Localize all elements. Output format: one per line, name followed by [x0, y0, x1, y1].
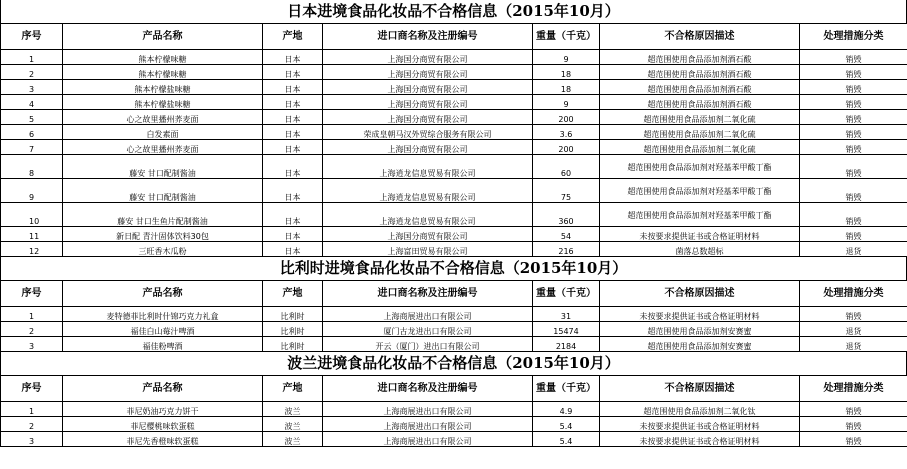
cell-action: 销毁 — [800, 155, 907, 179]
data-table — [0, 280, 907, 352]
cell-weight: 31 — [533, 307, 600, 322]
cell-reason: 超范围使用食品添加剂酒石酸 — [600, 50, 800, 65]
cell-seq: 1 — [1, 307, 63, 322]
cell-origin: 日本 — [263, 242, 323, 257]
header-importer: 进口商名称及注册编号 — [323, 24, 533, 50]
header-origin: 产地 — [263, 24, 323, 50]
header-weight: 重量（千克） — [533, 281, 600, 307]
cell-product-name: 熊本柠檬味糖 — [63, 50, 263, 65]
cell-importer: 上海逍龙信息贸易有限公司 — [323, 155, 533, 179]
cell-product-name: 菲尼先香橙味软蛋糕 — [63, 432, 263, 447]
cell-importer: 荣成皇朝马汉外贸综合服务有限公司 — [323, 125, 533, 140]
table-row — [1, 125, 907, 140]
cell-action: 销毁 — [800, 65, 907, 80]
cell-seq: 2 — [1, 65, 63, 80]
section-title: 波兰进境食品化妆品不合格信息（2015年10月） — [0, 352, 907, 375]
header-weight: 重量（千克） — [533, 24, 600, 50]
cell-reason: 超范围使用食品添加剂二氧化硫 — [600, 110, 800, 125]
cell-origin: 日本 — [263, 125, 323, 140]
cell-seq: 3 — [1, 337, 63, 352]
cell-action: 销毁 — [800, 140, 907, 155]
cell-reason: 超范围使用食品添加剂酒石酸 — [600, 95, 800, 110]
cell-reason: 超范围使用食品添加剂对羟基苯甲酸丁酯 — [600, 155, 800, 179]
cell-origin: 波兰 — [263, 432, 323, 447]
cell-seq: 3 — [1, 80, 63, 95]
cell-seq: 4 — [1, 95, 63, 110]
cell-weight: 60 — [533, 155, 600, 179]
cell-product-name: 福佳粉啤酒 — [63, 337, 263, 352]
cell-seq: 2 — [1, 417, 63, 432]
cell-product-name: 菲尼奶油巧克力饼干 — [63, 402, 263, 417]
cell-reason: 超范围使用食品添加剂二氧化钛 — [600, 402, 800, 417]
cell-action: 退货 — [800, 242, 907, 257]
cell-action: 退货 — [800, 337, 907, 352]
data-table — [0, 23, 907, 257]
cell-weight: 18 — [533, 80, 600, 95]
header-seq: 序号 — [1, 24, 63, 50]
section-title: 日本进境食品化妆品不合格信息（2015年10月） — [0, 0, 907, 23]
cell-weight: 5.4 — [533, 432, 600, 447]
cell-importer: 上海国分商贸有限公司 — [323, 50, 533, 65]
table-row — [1, 65, 907, 80]
cell-action: 销毁 — [800, 203, 907, 227]
cell-product-name: 心之故里播州荞麦面 — [63, 140, 263, 155]
cell-origin: 波兰 — [263, 417, 323, 432]
header-action: 处理措施分类 — [800, 376, 907, 402]
cell-origin: 日本 — [263, 50, 323, 65]
cell-origin: 比利时 — [263, 307, 323, 322]
table-row — [1, 242, 907, 257]
cell-reason: 菌落总数超标 — [600, 242, 800, 257]
cell-action: 销毁 — [800, 50, 907, 65]
cell-product-name: 新日配 青汁固体饮料30包 — [63, 227, 263, 242]
cell-reason: 未按要求提供证书或合格证明材料 — [600, 307, 800, 322]
cell-seq: 10 — [1, 203, 63, 227]
cell-product-name: 藤安 甘口生鱼片配制酱油 — [63, 203, 263, 227]
cell-seq: 11 — [1, 227, 63, 242]
header-reason: 不合格原因描述 — [600, 281, 800, 307]
table-row — [1, 307, 907, 322]
cell-origin: 日本 — [263, 155, 323, 179]
table-row — [1, 417, 907, 432]
header-importer: 进口商名称及注册编号 — [323, 281, 533, 307]
cell-origin: 波兰 — [263, 402, 323, 417]
header-product-name: 产品名称 — [63, 376, 263, 402]
cell-product-name: 藤安 甘口配制酱油 — [63, 155, 263, 179]
cell-product-name: 熊本柠檬盐味糖 — [63, 80, 263, 95]
cell-importer: 上海国分商贸有限公司 — [323, 65, 533, 80]
cell-action: 销毁 — [800, 417, 907, 432]
header-row — [1, 281, 907, 307]
table-row — [1, 179, 907, 203]
table-row — [1, 95, 907, 110]
cell-action: 销毁 — [800, 110, 907, 125]
cell-importer: 厦门古龙进出口有限公司 — [323, 322, 533, 337]
cell-reason: 超范围使用食品添加剂对羟基苯甲酸丁酯 — [600, 179, 800, 203]
cell-weight: 15474 — [533, 322, 600, 337]
cell-weight: 18 — [533, 65, 600, 80]
header-product-name: 产品名称 — [63, 24, 263, 50]
cell-weight: 5.4 — [533, 417, 600, 432]
header-weight: 重量（千克） — [533, 376, 600, 402]
cell-origin: 日本 — [263, 65, 323, 80]
cell-weight: 3.6 — [533, 125, 600, 140]
cell-product-name: 藤安 甘口配制酱油 — [63, 179, 263, 203]
header-seq: 序号 — [1, 281, 63, 307]
cell-importer: 上海商展进出口有限公司 — [323, 432, 533, 447]
cell-action: 销毁 — [800, 432, 907, 447]
cell-reason: 超范围使用食品添加剂安赛蜜 — [600, 322, 800, 337]
table-row — [1, 322, 907, 337]
header-row — [1, 24, 907, 50]
cell-origin: 比利时 — [263, 322, 323, 337]
cell-action: 销毁 — [800, 402, 907, 417]
table-row — [1, 337, 907, 352]
cell-weight: 9 — [533, 50, 600, 65]
table-row — [1, 402, 907, 417]
cell-reason: 超范围使用食品添加剂二氧化硫 — [600, 125, 800, 140]
cell-importer: 开云（厦门）进出口有限公司 — [323, 337, 533, 352]
cell-weight: 200 — [533, 140, 600, 155]
cell-action: 销毁 — [800, 125, 907, 140]
header-product-name: 产品名称 — [63, 281, 263, 307]
header-seq: 序号 — [1, 376, 63, 402]
cell-origin: 日本 — [263, 179, 323, 203]
cell-seq: 9 — [1, 179, 63, 203]
cell-action: 销毁 — [800, 179, 907, 203]
cell-action: 销毁 — [800, 80, 907, 95]
header-action: 处理措施分类 — [800, 24, 907, 50]
cell-seq: 6 — [1, 125, 63, 140]
cell-importer: 上海商展进出口有限公司 — [323, 402, 533, 417]
data-table — [0, 375, 907, 447]
cell-reason: 超范围使用食品添加剂二氧化硫 — [600, 140, 800, 155]
cell-action: 退货 — [800, 322, 907, 337]
table-row — [1, 50, 907, 65]
cell-reason: 超范围使用食品添加剂酒石酸 — [600, 80, 800, 95]
cell-importer: 上海国分商贸有限公司 — [323, 140, 533, 155]
cell-reason: 未按要求提供证书或合格证明材料 — [600, 432, 800, 447]
table-row — [1, 227, 907, 242]
cell-action: 销毁 — [800, 95, 907, 110]
cell-product-name: 心之故里播州荞麦面 — [63, 110, 263, 125]
cell-product-name: 熊本柠檬味糖 — [63, 65, 263, 80]
header-reason: 不合格原因描述 — [600, 376, 800, 402]
header-action: 处理措施分类 — [800, 281, 907, 307]
cell-reason: 未按要求提供证书或合格证明材料 — [600, 227, 800, 242]
cell-action: 销毁 — [800, 307, 907, 322]
cell-seq: 5 — [1, 110, 63, 125]
cell-product-name: 熊本柠檬盐味糖 — [63, 95, 263, 110]
cell-weight: 4.9 — [533, 402, 600, 417]
header-row — [1, 376, 907, 402]
cell-origin: 日本 — [263, 227, 323, 242]
cell-weight: 75 — [533, 179, 600, 203]
header-importer: 进口商名称及注册编号 — [323, 376, 533, 402]
cell-origin: 日本 — [263, 110, 323, 125]
cell-weight: 54 — [533, 227, 600, 242]
cell-reason: 超范围使用食品添加剂安赛蜜 — [600, 337, 800, 352]
cell-seq: 7 — [1, 140, 63, 155]
cell-product-name: 福佳白山莓汁啤酒 — [63, 322, 263, 337]
cell-product-name: 麦特德菲比利时什锦巧克力礼盒 — [63, 307, 263, 322]
cell-reason: 超范围使用食品添加剂对羟基苯甲酸丁酯 — [600, 203, 800, 227]
cell-origin: 日本 — [263, 140, 323, 155]
cell-product-name: 三旺香木瓜粉 — [63, 242, 263, 257]
cell-seq: 1 — [1, 402, 63, 417]
cell-origin: 日本 — [263, 203, 323, 227]
cell-importer: 上海商展进出口有限公司 — [323, 417, 533, 432]
cell-weight: 360 — [533, 203, 600, 227]
cell-weight: 9 — [533, 95, 600, 110]
cell-seq: 2 — [1, 322, 63, 337]
cell-importer: 上海国分商贸有限公司 — [323, 227, 533, 242]
cell-product-name: 白发素面 — [63, 125, 263, 140]
cell-weight: 216 — [533, 242, 600, 257]
cell-seq: 3 — [1, 432, 63, 447]
cell-importer: 上海富田贸易有限公司 — [323, 242, 533, 257]
header-origin: 产地 — [263, 376, 323, 402]
cell-origin: 日本 — [263, 95, 323, 110]
cell-seq: 12 — [1, 242, 63, 257]
cell-importer: 上海逍龙信息贸易有限公司 — [323, 203, 533, 227]
table-row — [1, 203, 907, 227]
cell-importer: 上海逍龙信息贸易有限公司 — [323, 179, 533, 203]
table-row — [1, 110, 907, 125]
cell-action: 销毁 — [800, 227, 907, 242]
table-row — [1, 155, 907, 179]
cell-origin: 日本 — [263, 80, 323, 95]
cell-origin: 比利时 — [263, 337, 323, 352]
cell-product-name: 菲尼樱桃味软蛋糕 — [63, 417, 263, 432]
table-row — [1, 80, 907, 95]
cell-weight: 2184 — [533, 337, 600, 352]
section-title: 比利时进境食品化妆品不合格信息（2015年10月） — [0, 257, 907, 280]
cell-weight: 200 — [533, 110, 600, 125]
table-row — [1, 432, 907, 447]
cell-importer: 上海国分商贸有限公司 — [323, 110, 533, 125]
header-origin: 产地 — [263, 281, 323, 307]
cell-seq: 8 — [1, 155, 63, 179]
table-row — [1, 140, 907, 155]
cell-reason: 未按要求提供证书或合格证明材料 — [600, 417, 800, 432]
cell-reason: 超范围使用食品添加剂酒石酸 — [600, 65, 800, 80]
cell-seq: 1 — [1, 50, 63, 65]
header-reason: 不合格原因描述 — [600, 24, 800, 50]
cell-importer: 上海国分商贸有限公司 — [323, 80, 533, 95]
cell-importer: 上海商展进出口有限公司 — [323, 307, 533, 322]
cell-importer: 上海国分商贸有限公司 — [323, 95, 533, 110]
